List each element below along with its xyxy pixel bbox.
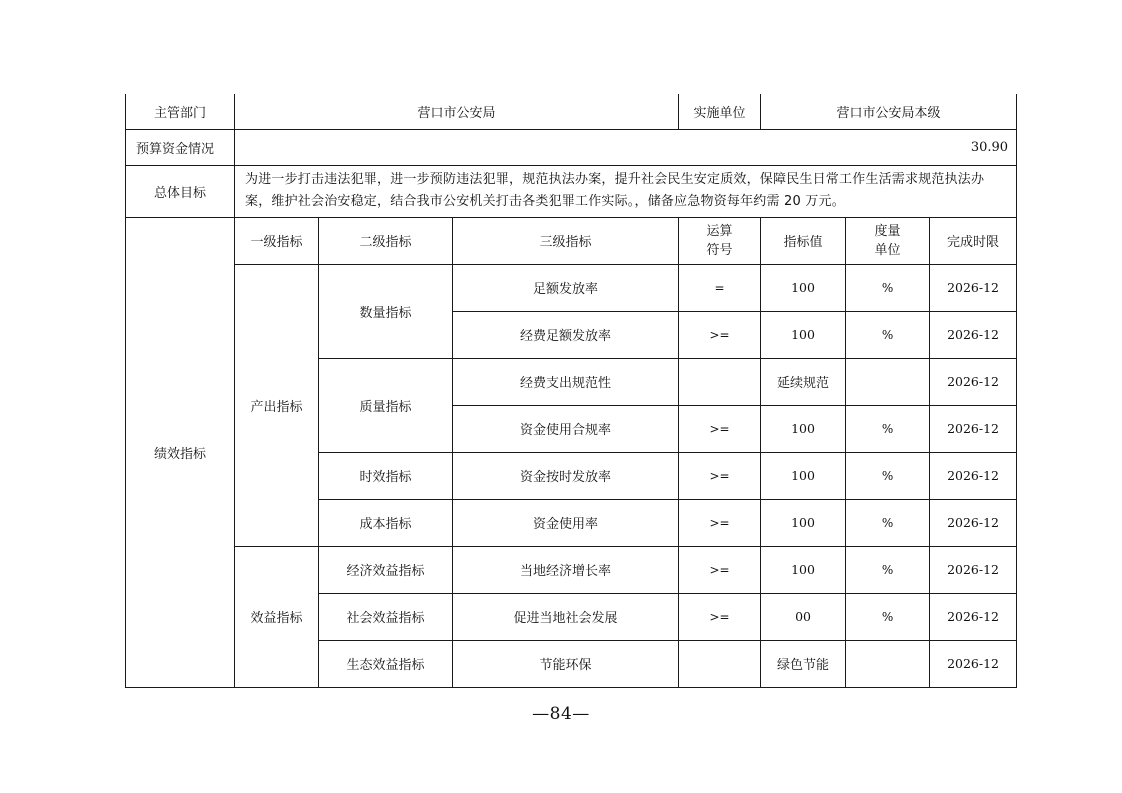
goal-text: 为进一步打击违法犯罪，进一步预防违法犯罪，规范执法办案，提升社会民生安定质效，保障民生日常工作生活需求规范执法办案，维护社会治安稳定，结合我市公安机关打击各类犯罪工作实际。，储备应急物资每年约需 20 万元。 xyxy=(235,165,1017,217)
budget-label: 预算资金情况 xyxy=(126,129,235,165)
unit-cell: % xyxy=(846,546,930,593)
operator-cell: >= xyxy=(679,593,761,640)
subgroup-timeliness: 时效指标 xyxy=(319,452,453,499)
col-unit-line1: 度量 xyxy=(874,223,901,239)
operator-cell: = xyxy=(679,264,761,311)
unit-cell: % xyxy=(846,452,930,499)
deadline-cell: 2026-12 xyxy=(930,546,1017,593)
subgroup-ecological: 生态效益指标 xyxy=(319,640,453,687)
subgroup-quality: 质量指标 xyxy=(319,358,453,452)
operator-cell: >= xyxy=(679,499,761,546)
col-operator-line1: 运算 xyxy=(706,223,733,239)
level3-cell: 促进当地社会发展 xyxy=(453,593,679,640)
deadline-cell: 2026-12 xyxy=(930,593,1017,640)
deadline-cell: 2026-12 xyxy=(930,499,1017,546)
operator-cell: >= xyxy=(679,546,761,593)
level3-cell: 足额发放率 xyxy=(453,264,679,311)
target-cell: 00 xyxy=(761,593,846,640)
performance-table xyxy=(125,94,1017,688)
goal-label: 总体目标 xyxy=(126,165,235,217)
dept-value: 营口市公安局 xyxy=(235,94,679,129)
unit-cell: % xyxy=(846,499,930,546)
subgroup-social: 社会效益指标 xyxy=(319,593,453,640)
subgroup-cost: 成本指标 xyxy=(319,499,453,546)
deadline-cell: 2026-12 xyxy=(930,405,1017,452)
operator-cell: >= xyxy=(679,452,761,499)
col-level2: 二级指标 xyxy=(319,217,453,264)
unit-cell xyxy=(846,358,930,405)
deadline-cell: 2026-12 xyxy=(930,358,1017,405)
impl-label: 实施单位 xyxy=(679,94,761,129)
target-cell: 100 xyxy=(761,546,846,593)
deadline-cell: 2026-12 xyxy=(930,311,1017,358)
unit-cell xyxy=(846,640,930,687)
table-row xyxy=(126,264,1017,311)
col-operator xyxy=(679,217,761,264)
level3-cell: 资金使用合规率 xyxy=(453,405,679,452)
level3-cell: 资金使用率 xyxy=(453,499,679,546)
group-benefit: 效益指标 xyxy=(235,546,319,687)
subgroup-quantity: 数量指标 xyxy=(319,264,453,358)
operator-cell xyxy=(679,358,761,405)
unit-cell: % xyxy=(846,405,930,452)
target-cell: 100 xyxy=(761,452,846,499)
page-number: —84— xyxy=(532,704,590,724)
operator-cell: >= xyxy=(679,405,761,452)
table-row xyxy=(126,546,1017,593)
unit-cell: % xyxy=(846,264,930,311)
col-target: 指标值 xyxy=(761,217,846,264)
level3-cell: 经费足额发放率 xyxy=(453,311,679,358)
group-output: 产出指标 xyxy=(235,264,319,546)
unit-cell: % xyxy=(846,311,930,358)
budget-performance-sheet xyxy=(125,94,1016,687)
operator-cell: >= xyxy=(679,311,761,358)
perf-label: 绩效指标 xyxy=(126,217,235,687)
target-cell: 100 xyxy=(761,499,846,546)
impl-value: 营口市公安局本级 xyxy=(761,94,1017,129)
col-level1: 一级指标 xyxy=(235,217,319,264)
column-header-row xyxy=(126,217,1017,264)
operator-cell xyxy=(679,640,761,687)
level3-cell: 当地经济增长率 xyxy=(453,546,679,593)
target-cell: 100 xyxy=(761,311,846,358)
header-row xyxy=(126,94,1017,129)
target-cell: 100 xyxy=(761,264,846,311)
level3-cell: 资金按时发放率 xyxy=(453,452,679,499)
col-deadline: 完成时限 xyxy=(930,217,1017,264)
target-cell: 100 xyxy=(761,405,846,452)
deadline-cell: 2026-12 xyxy=(930,264,1017,311)
subgroup-economic: 经济效益指标 xyxy=(319,546,453,593)
budget-value: 30.90 xyxy=(235,129,1017,165)
deadline-cell: 2026-12 xyxy=(930,452,1017,499)
col-unit xyxy=(846,217,930,264)
level3-cell: 经费支出规范性 xyxy=(453,358,679,405)
target-cell: 绿色节能 xyxy=(761,640,846,687)
col-level3: 三级指标 xyxy=(453,217,679,264)
target-cell: 延续规范 xyxy=(761,358,846,405)
dept-label: 主管部门 xyxy=(126,94,235,129)
unit-cell: % xyxy=(846,593,930,640)
level3-cell: 节能环保 xyxy=(453,640,679,687)
col-unit-line2: 单位 xyxy=(874,242,901,258)
col-operator-line2: 符号 xyxy=(706,242,733,258)
deadline-cell: 2026-12 xyxy=(930,640,1017,687)
goal-row xyxy=(126,165,1017,217)
budget-row xyxy=(126,129,1017,165)
